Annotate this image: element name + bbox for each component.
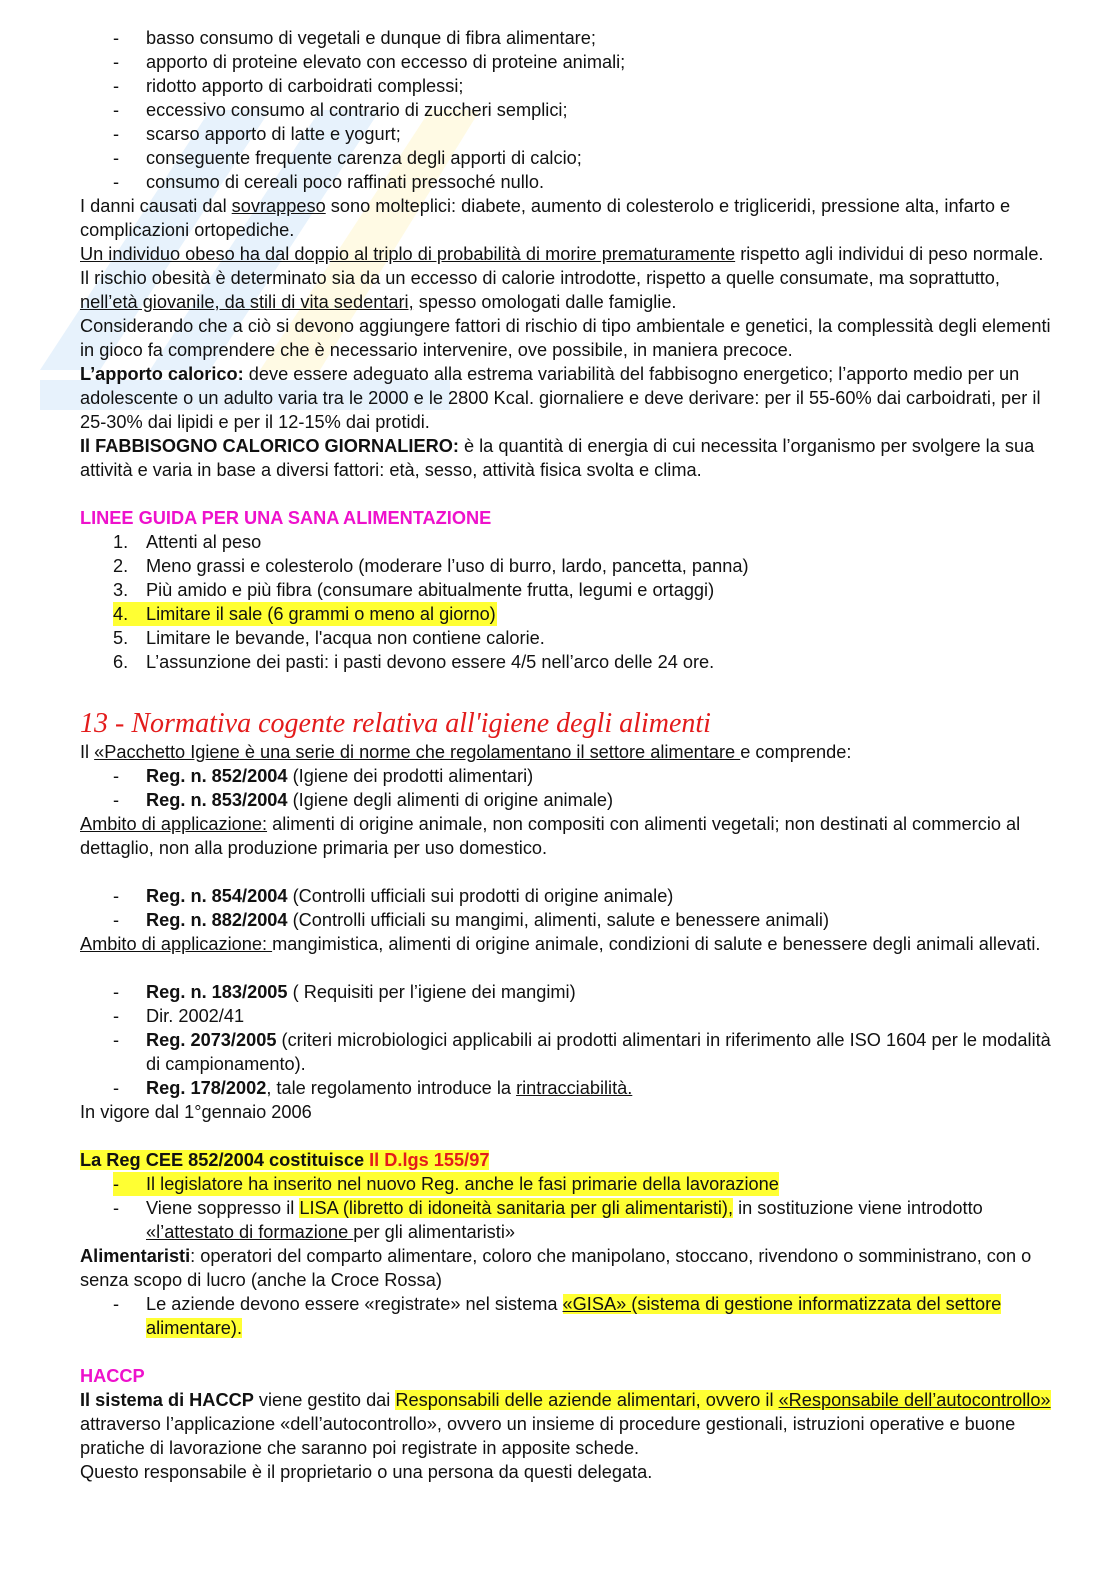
paragraph-ambito-2: Ambito di applicazione: mangimistica, alimenti di origine animale, condizioni di salute e benessere degli animali allevati. xyxy=(80,934,1041,954)
paragraph-in-vigore: In vigore dal 1°gennaio 2006 xyxy=(80,1102,312,1122)
paragraph-obeso: Un individuo obeso ha dal doppio al triplo di probabilità di morire prematuramente rispetto agli individui di peso normale. xyxy=(80,244,1044,264)
list-item: - ridotto apporto di carboidrati complessi; xyxy=(80,74,1060,98)
list-item-highlighted: - - Il legislatore ha inserito nel nuovo Reg. anche le fasi primarie della lavorazione xyxy=(80,1172,1060,1196)
list-item: - basso consumo di vegetali e dunque di fibra alimentare; xyxy=(80,26,1060,50)
list-item: - Reg. n. 853/2004 (Igiene degli alimenti di origine animale) xyxy=(80,788,1060,812)
paragraph-fabbisogno: Il FABBISOGNO CALORICO GIORNALIERO: è la quantità di energia di cui necessita l’organismo per svolgere la sua attività e varia in base a diversi fattori: età, sesso, attività fisica svolta e clima. xyxy=(80,436,1035,480)
list-item: - eccessivo consumo al contrario di zuccheri semplici; xyxy=(80,98,1060,122)
list-item: - Le aziende devono essere «registrate» nel sistema «GISA» (sistema di gestione informatizzata del settore alimentare). xyxy=(80,1292,1060,1340)
list-item: - Reg. 2073/2005 (criteri microbiologici applicabili ai prodotti alimentari in riferimento alle ISO 1604 per le modalità di campionamento). xyxy=(80,1028,1060,1076)
regulation-list-1 xyxy=(80,764,1060,812)
list-item: - Reg. n. 854/2004 (Controlli ufficiali sui prodotti di origine animale) xyxy=(80,884,1060,908)
paragraph-apporto-calorico: L’apporto calorico: deve essere adeguato alla estrema variabilità del fabbisogno energetico; l’apporto medio per un adolescente o un adulto varia tra le 2000 e le 2800 Kcal. giornaliere e deve derivare: per il 55-60% dai carboidrati, per il 25-30% dai lipidi e per il 12-15% dai protidi. xyxy=(80,364,1041,432)
document-page xyxy=(80,26,1060,1484)
guidelines-list xyxy=(80,530,1060,674)
paragraph-sovrappeso: I danni causati dal sovrappeso sono molteplici: diabete, aumento di colesterolo e trigliceridi, pressione alta, infarto e complicazioni ortopediche. xyxy=(80,196,1011,240)
list-item: - apporto di proteine elevato con eccesso di proteine animali; xyxy=(80,50,1060,74)
list-item: - Dir. 2002/41 xyxy=(80,1004,1060,1028)
list-item-highlighted: 4. Limitare il sale (6 grammi o meno al giorno) xyxy=(113,604,496,624)
regulation-list-3 xyxy=(80,980,1060,1100)
section-heading-13: 13 - Normativa cogente relativa all'igiene degli alimenti xyxy=(80,708,711,739)
paragraph-responsabile: Questo responsabile è il proprietario o una persona da questi delegata. xyxy=(80,1462,653,1482)
list-item: 2. Meno grassi e colesterolo (moderare l’uso di burro, lardo, pancetta, panna) xyxy=(113,556,749,576)
list-item: 1. Attenti al peso xyxy=(113,532,262,552)
paragraph-rischio: Il rischio obesità è determinato sia da un eccesso di calorie introdotte, rispetto a quelle consumate, ma soprattutto, nell’età giovanile, da stili di vita sedentari, spesso omologati dalle famiglie. xyxy=(80,268,1000,312)
paragraph-pacchetto-igiene: Il «Pacchetto Igiene è una serie di norme che regolamentano il settore alimentare e comprende: xyxy=(80,742,852,762)
intro-list xyxy=(80,26,1060,194)
regulation-list-2 xyxy=(80,884,1060,932)
list-item: - conseguente frequente carenza degli apporti di calcio; xyxy=(80,146,1060,170)
list-item: - consumo di cereali poco raffinati pressoché nullo. xyxy=(80,170,1060,194)
reg852-list xyxy=(80,1172,1060,1244)
paragraph-fattori: Considerando che a ciò si devono aggiungere fattori di rischio di tipo ambientale e genetici, la complessità degli elementi in gioco fa comprendere che è necessario intervenire, ove possibile, in maniera precoce. xyxy=(80,316,1051,360)
reg852-title: La Reg CEE 852/2004 costituisce Il D.lgs 155/97 xyxy=(80,1150,490,1170)
list-item: 6. L’assunzione dei pasti: i pasti devono essere 4/5 nell’arco delle 24 ore. xyxy=(113,652,715,672)
haccp-title: HACCP xyxy=(80,1366,145,1386)
paragraph-ambito-1: Ambito di applicazione: alimenti di origine animale, non compositi con alimenti vegetali; non destinati al commercio al dettaglio, non alla produzione primaria per uso domestico. xyxy=(80,814,1021,858)
list-item: 5. Limitare le bevande, l'acqua non contiene calorie. xyxy=(113,628,545,648)
list-item: - scarso apporto di latte e yogurt; xyxy=(80,122,1060,146)
list-item: - Reg. 178/2002, tale regolamento introduce la rintracciabilità. xyxy=(80,1076,1060,1100)
guidelines-title: LINEE GUIDA PER UNA SANA ALIMENTAZIONE xyxy=(80,508,492,528)
list-item: - Reg. n. 882/2004 (Controlli ufficiali su mangimi, alimenti, salute e benessere animali) xyxy=(80,908,1060,932)
list-item: - Reg. n. 852/2004 (Igiene dei prodotti alimentari) xyxy=(80,764,1060,788)
list-item: - Viene soppresso il LISA (libretto di idoneità sanitaria per gli alimentaristi), in sostituzione viene introdotto «l’attestato di formazione per gli alimentaristi» xyxy=(80,1196,1060,1244)
paragraph-alimentaristi: Alimentaristi: operatori del comparto alimentare, coloro che manipolano, stoccano, rivendono o somministrano, con o senza scopo di lucro (anche la Croce Rossa) xyxy=(80,1246,1032,1290)
list-item: - Reg. n. 183/2005 ( Requisiti per l’igiene dei mangimi) xyxy=(80,980,1060,1004)
list-item: 3. Più amido e più fibra (consumare abitualmente frutta, legumi e ortaggi) xyxy=(113,580,715,600)
gisa-list xyxy=(80,1292,1060,1340)
paragraph-haccp: Il sistema di HACCP viene gestito dai Responsabili delle aziende alimentari, ovvero il «Responsabile dell’autocontrollo» attraverso l’applicazione «dell’autocontrollo», ovvero un insieme di procedure gestionali, istruzioni operative e buone pratiche di lavorazione che saranno poi registrate in apposite schede. xyxy=(80,1390,1051,1458)
